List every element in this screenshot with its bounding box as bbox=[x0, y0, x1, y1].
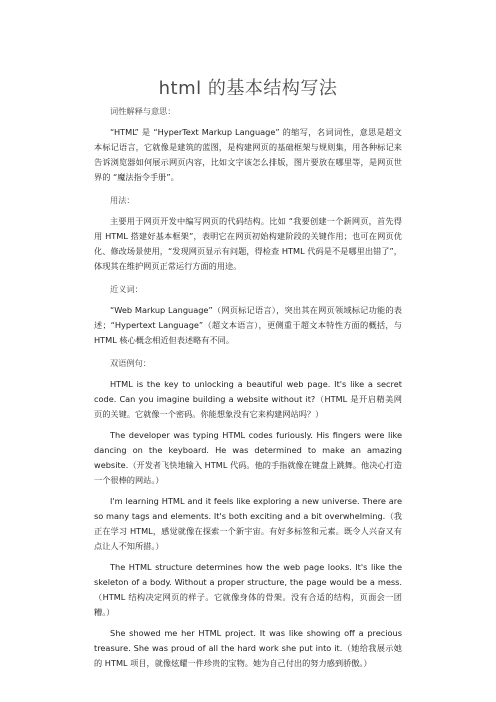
example-sentence: She showed me her HTML project. It was like showing off a precious treasure. She was proud of all the hard work she put into it.（她给我展示她的 HTML 项目，就像炫耀一件珍贵的宝物。她为自己付出的努力感到骄傲。） bbox=[94, 628, 402, 668]
page-title: html 的基本结构写法 bbox=[158, 78, 338, 99]
definition-paragraph: “HTML” 是 “HyperText Markup Language” 的缩写，名词词性，意思是超文本标记语言，它就像是建筑的蓝图，是构建网页的基础框架与规则集，用各种标记来告诉浏览器如何展示网页内容，比如文字该怎么排版，图片要放在哪里等，是网页世界的 “魔法指令手册”。 bbox=[94, 127, 402, 182]
document-body bbox=[94, 104, 402, 677]
example-sentence: The developer was typing HTML codes furiously. His fingers were like dancing on the keyboard. He was determined to make an amazing website.（开发者飞快地输入 HTML 代码。他的手指就像在键盘上跳舞。他决心打造一个很棒的网站。） bbox=[94, 430, 402, 485]
usage-label: 用法： bbox=[110, 195, 135, 205]
examples-label: 双语例句： bbox=[110, 358, 151, 368]
synonyms-label: 近义词： bbox=[110, 284, 143, 294]
example-sentence: The HTML structure determines how the web page looks. It's like the skeleton of a body. Without a proper structure, the page would be a mess.（HTML 结构决定网页的样子。它就像身体的骨架。没有合适的结构，页面会一团糟。） bbox=[94, 562, 402, 617]
definition-label: 词性解释与意思： bbox=[110, 106, 176, 116]
example-sentence: I'm learning HTML and it feels like exploring a new universe. There are so many tags and elements. It's both exciting and a bit overwhelming.（我正在学习 HTML，感觉就像在探索一个新宇宙。有好多标签和元素。既令人兴奋又有点让人不知所措。） bbox=[94, 496, 402, 551]
example-sentence: HTML is the key to unlocking a beautiful web page. It's like a secret code. Can you imagine building a website without it?（HTML 是开启精美网页的关键。它就像一个密码。你能想象没有它来构建网站吗？） bbox=[94, 379, 402, 419]
usage-paragraph: 主要用于网页开发中编写网页的代码结构。比如 “我要创建一个新网页，首先得用 HTML 搭建好基本框架”，表明它在网页初始构建阶段的关键作用；也可在网页优化、修改场景使用，“发现网页显示有问题，得检查 HTML 代码是不是哪里出错了”，体现其在维护网页正常运行方面的用途。 bbox=[94, 216, 402, 271]
synonyms-paragraph: “Web Markup Language”（网页标记语言），突出其在网页领域标记功能的表述；“Hypertext Language”（超文本语言），更侧重于超文本特性方面的概括，与 HTML 核心概念相近但表述略有不同。 bbox=[94, 305, 402, 345]
